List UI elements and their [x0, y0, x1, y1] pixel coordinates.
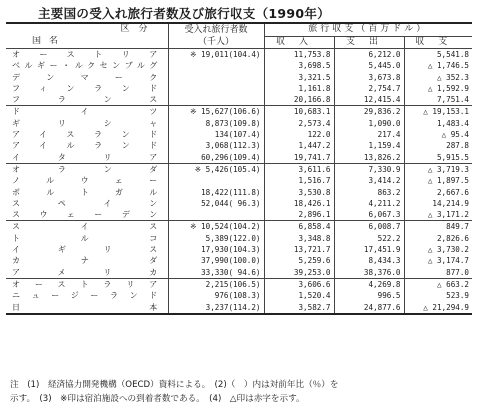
cell-net: △ 1,746.5	[404, 60, 472, 71]
cell-arrivals	[168, 83, 264, 94]
cell-country: イギリス	[12, 245, 158, 255]
table-row	[6, 244, 472, 255]
cell-net: 523.9	[404, 290, 472, 301]
table-row	[6, 163, 472, 175]
cell-expense: 1,159.4	[334, 140, 404, 151]
cell-expense: 17,451.9	[334, 244, 404, 255]
cell-country: 日本	[6, 302, 168, 314]
cell-arrivals: 17,930(104.3)	[168, 244, 264, 255]
cell-arrivals: 134(107.4)	[168, 129, 264, 140]
cell-income: 5,259.6	[264, 255, 334, 266]
cell-country: ギリシャ	[12, 118, 158, 128]
cell-net: 849.7	[404, 221, 472, 233]
table-row	[6, 198, 472, 209]
cell-arrivals: 976(108.3)	[168, 290, 264, 301]
cell-country: イタリア	[12, 152, 158, 162]
cell-income: 3,606.6	[264, 278, 334, 290]
cell-expense: 4,211.2	[334, 198, 404, 209]
cell-net: 5,541.8	[404, 49, 472, 61]
header-country: 国名	[32, 36, 67, 47]
cell-arrivals: 60,296(109.4)	[168, 152, 264, 164]
cell-country: オーストラリア	[6, 278, 168, 290]
cell-country: フィンランド	[12, 83, 158, 93]
cell-expense: 522.2	[334, 233, 404, 244]
cell-country: ドイツ	[6, 106, 168, 118]
cell-country: ポルトガル	[12, 187, 158, 197]
table-row	[6, 72, 472, 83]
footnotes	[10, 378, 470, 406]
cell-net: 1,483.4	[404, 118, 472, 129]
cell-income: 6,858.4	[264, 221, 334, 233]
cell-arrivals: ※ 19,011(104.4)	[168, 49, 264, 61]
table-row	[6, 278, 472, 290]
cell-income: 3,698.5	[264, 60, 334, 71]
cell-country: フランス	[12, 95, 158, 105]
cell-arrivals: ※ 10,524(104.2)	[168, 221, 264, 233]
cell-net: 5,915.5	[404, 152, 472, 164]
cell-arrivals: ※ 15,627(106.6)	[168, 106, 264, 118]
cell-expense: 24,877.6	[334, 302, 404, 314]
table-row	[6, 187, 472, 198]
cell-country: スイス	[6, 221, 168, 233]
table-row	[6, 290, 472, 301]
header-category: 区 分	[6, 23, 168, 36]
cell-arrivals: 37,990(100.0)	[168, 255, 264, 266]
header-row-1	[6, 23, 472, 36]
cell-expense: 29,836.2	[334, 106, 404, 118]
cell-net: 2,826.6	[404, 233, 472, 244]
cell-arrivals: 33,330( 94.6)	[168, 267, 264, 279]
cell-expense: 3,673.8	[334, 72, 404, 83]
cell-arrivals: 3,237(114.2)	[168, 302, 264, 314]
cell-income: 39,253.0	[264, 267, 334, 279]
cell-expense: 217.4	[334, 129, 404, 140]
cell-country: トルコ	[12, 233, 158, 243]
cell-income: 18,426.1	[264, 198, 334, 209]
cell-arrivals: ※ 5,426(105.4)	[168, 163, 264, 175]
cell-arrivals	[168, 94, 264, 106]
table-row	[6, 221, 472, 233]
table-row	[6, 106, 472, 118]
cell-arrivals: 3,068(112.3)	[168, 140, 264, 151]
cell-net: △ 19,153.1	[404, 106, 472, 118]
page-title: 主要国の受入れ旅行者数及び旅行収支（1990年）	[38, 6, 330, 21]
cell-country: アイスランド	[12, 130, 158, 140]
cell-income: 3,321.5	[264, 72, 334, 83]
cell-net: △ 3,171.2	[404, 209, 472, 221]
table-row	[6, 255, 472, 266]
table-row	[6, 83, 472, 94]
cell-country: オランダ	[6, 163, 168, 175]
footnote-line-2: 示す。 (3) ※印は宿泊施設への到着者数である。 (4) △印は赤字を示す。	[10, 394, 305, 404]
cell-net: △ 95.4	[404, 129, 472, 140]
cell-income: 2,573.4	[264, 118, 334, 129]
cell-country: スペイン	[12, 198, 158, 208]
cell-income: 13,721.7	[264, 244, 334, 255]
cell-expense: 6,008.7	[334, 221, 404, 233]
cell-expense: 996.5	[334, 290, 404, 301]
header-income: 収入	[264, 36, 334, 49]
cell-net: 287.8	[404, 140, 472, 151]
cell-arrivals	[168, 209, 264, 221]
cell-income: 122.0	[264, 129, 334, 140]
header-balance: 旅行収支（百万ドル）	[264, 23, 472, 36]
table-row	[6, 49, 472, 61]
cell-income: 3,530.8	[264, 187, 334, 198]
table-row	[6, 94, 472, 106]
cell-income: 3,611.6	[264, 163, 334, 175]
cell-income: 11,753.8	[264, 49, 334, 61]
header-expense: 支出	[334, 36, 404, 49]
table-row	[6, 209, 472, 221]
header-arrivals-unit: （千人）	[197, 37, 234, 47]
cell-net: 2,667.6	[404, 187, 472, 198]
cell-arrivals: 52,044( 96.3)	[168, 198, 264, 209]
cell-arrivals: 8,873(109.8)	[168, 118, 264, 129]
cell-expense: 6,212.0	[334, 49, 404, 61]
cell-expense: 2,754.7	[334, 83, 404, 94]
table-row	[6, 140, 472, 151]
cell-expense: 4,269.8	[334, 278, 404, 290]
cell-country: スウェーデン	[12, 210, 158, 220]
cell-country: アイルランド	[12, 141, 158, 151]
table-row	[6, 60, 472, 71]
footnote-line-1: 注 (1) 経済協力開発機構（OECD）資料による。 (2)（ ）内は対前年比（％）を	[10, 380, 339, 390]
cell-expense: 8,434.3	[334, 255, 404, 266]
table-row	[6, 302, 472, 314]
cell-country: オーストリア	[6, 49, 168, 61]
cell-arrivals	[168, 60, 264, 71]
cell-income: 1,161.8	[264, 83, 334, 94]
cell-expense: 6,067.3	[334, 209, 404, 221]
cell-net: △ 663.2	[404, 278, 472, 290]
cell-income: 3,348.8	[264, 233, 334, 244]
cell-net: 877.0	[404, 267, 472, 279]
cell-income: 1,520.4	[264, 290, 334, 301]
header-arrivals	[168, 23, 264, 49]
table-row	[6, 118, 472, 129]
cell-expense: 5,445.0	[334, 60, 404, 71]
table-row	[6, 129, 472, 140]
table-row	[6, 267, 472, 279]
cell-income: 20,166.8	[264, 94, 334, 106]
cell-country: カナダ	[12, 256, 158, 266]
table-row	[6, 152, 472, 164]
cell-expense: 1,090.0	[334, 118, 404, 129]
table-row	[6, 233, 472, 244]
cell-country: ニュージーランド	[12, 291, 158, 301]
cell-expense: 863.2	[334, 187, 404, 198]
cell-income: 10,683.1	[264, 106, 334, 118]
cell-income: 1,447.2	[264, 140, 334, 151]
cell-net: △ 1,897.5	[404, 175, 472, 186]
cell-net: 14,214.9	[404, 198, 472, 209]
cell-arrivals	[168, 175, 264, 186]
cell-net: △ 3,730.2	[404, 244, 472, 255]
cell-net: △ 352.3	[404, 72, 472, 83]
cell-arrivals: 5,389(122.0)	[168, 233, 264, 244]
statistics-table	[6, 22, 472, 315]
cell-country: ベルギー・ルクセンブルグ	[12, 61, 158, 71]
header-net: 収支	[404, 36, 472, 49]
cell-net: △ 3,174.7	[404, 255, 472, 266]
cell-income: 19,741.7	[264, 152, 334, 164]
cell-country: アメリカ	[12, 267, 158, 277]
cell-net: 7,751.4	[404, 94, 472, 106]
cell-net: △ 1,592.9	[404, 83, 472, 94]
cell-income: 2,896.1	[264, 209, 334, 221]
cell-expense: 7,330.9	[334, 163, 404, 175]
cell-net: △ 3,719.3	[404, 163, 472, 175]
cell-expense: 13,826.2	[334, 152, 404, 164]
cell-net: △ 21,294.9	[404, 302, 472, 314]
cell-expense: 3,414.2	[334, 175, 404, 186]
cell-income: 1,516.7	[264, 175, 334, 186]
cell-country: デンマーク	[12, 72, 158, 82]
cell-expense: 38,376.0	[334, 267, 404, 279]
cell-country: ノルウェー	[12, 176, 158, 186]
cell-income: 3,582.7	[264, 302, 334, 314]
cell-arrivals	[168, 72, 264, 83]
header-arrivals-label: 受入れ旅行者数	[184, 25, 248, 35]
cell-arrivals: 18,422(111.8)	[168, 187, 264, 198]
cell-arrivals: 2,215(106.5)	[168, 278, 264, 290]
table-row	[6, 175, 472, 186]
cell-expense: 12,415.4	[334, 94, 404, 106]
